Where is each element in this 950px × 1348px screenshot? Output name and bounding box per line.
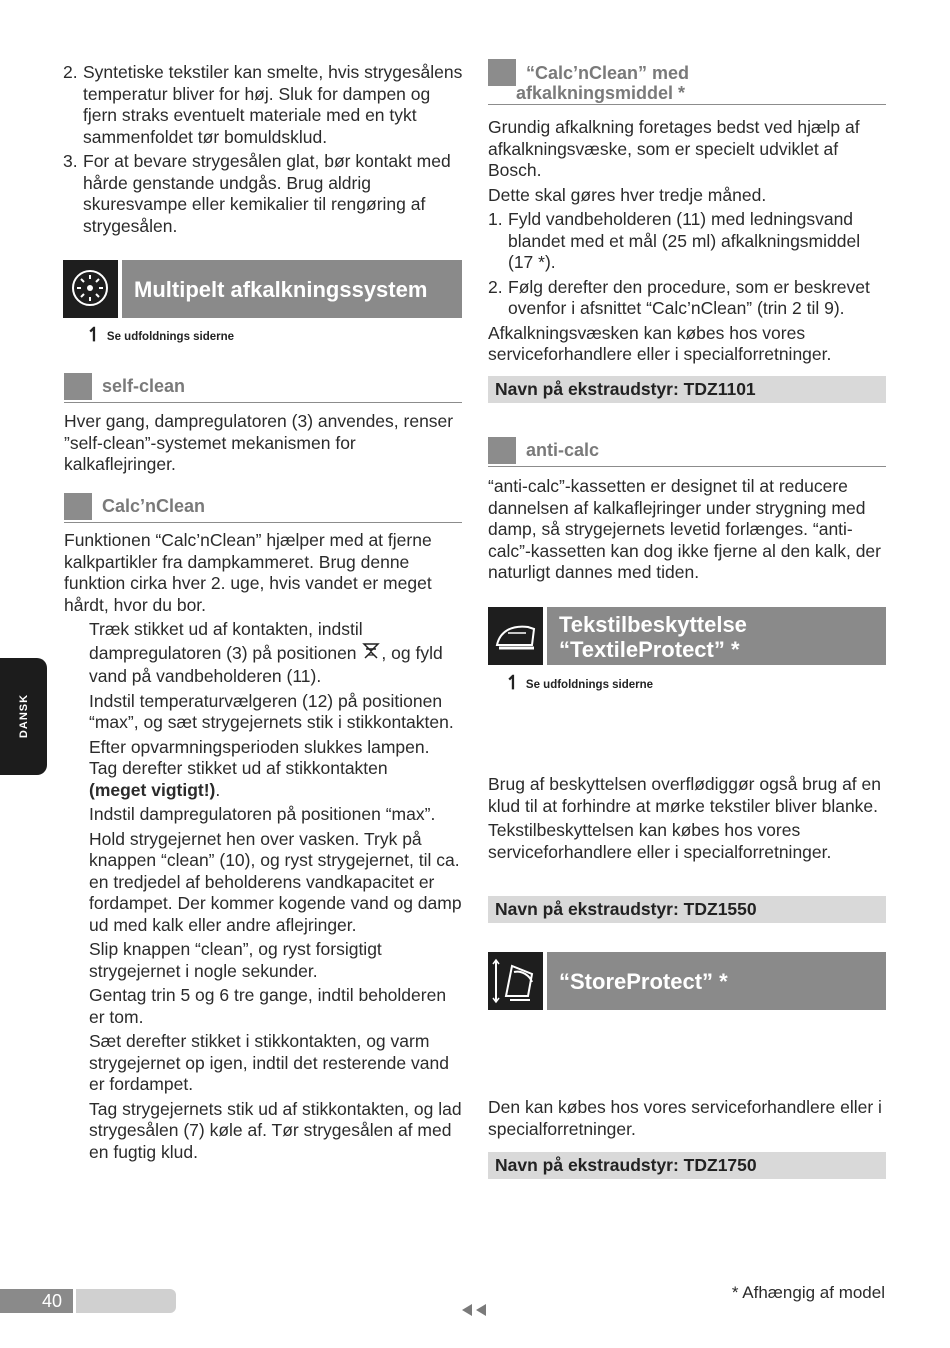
anti-calc-text: “anti-calc”-kassetten er designet til at reducere dannelsen af kalkaflejringer under strygning med damp, så strygejernets levetid forlænges. “anti-calc”-kassetten kan dog ikke fjerne al den kalk, der naturligt dannes med tiden.: [488, 476, 881, 582]
banner-storeprotect: [488, 952, 886, 1010]
banner-title: “StoreProtect” *: [559, 969, 728, 994]
step-item: Hold strygejernet hen over vasken. Tryk på knappen “clean” (10), og ryst strygejernet, til ca. en tredjedel af beholderens vandkapacitet er fordampet. Der kommer kogende vand og damp ud med kalk eller andre aflejringer.: [89, 828, 462, 935]
language-tab: DANSK: [0, 658, 47, 775]
iron-soleplate-icon: [488, 607, 543, 665]
footnote: * Afhængig af model: [731, 1283, 885, 1302]
section-heading-self-clean: self-clean: [64, 373, 462, 403]
fold-arrow-icon: ↿: [505, 673, 521, 694]
fold-arrow-icon: ↿: [86, 325, 102, 346]
intro-list: [63, 62, 463, 240]
list-item: 1. Fyld vandbeholderen (11) med ledningsvand blandet med et mål (25 ml) afkalkningsmiddel (17 *).: [488, 209, 861, 272]
accessory-tdz1101: Navn på ekstraudstyr: TDZ1101: [488, 376, 886, 403]
fold-note: ↿ Se udfoldnings siderne: [505, 673, 654, 694]
textile-body: Brug af beskyttelsen overflødiggør også brug af en klud til at forhindre at mørke tekstiler bliver blanke. Tekstilbeskyttelsen kan købes hos vores serviceforhandlere eller i specialforretninger.: [488, 774, 881, 862]
list-item: 2. Følg derefter den procedure, som er beskrevet ovenfor i afsnittet “Calc’nClean” (trin 2 til 9).: [488, 276, 870, 318]
store-text: Den kan købes hos vores serviceforhandlere eller i specialforretninger.: [488, 1097, 882, 1139]
calcnclean-body: Funktionen “Calc’nClean” hjælper med at fjerne kalkpartikler fra dampkammeret. Brug denne funktion cirka hver 2. uge, hvis vandet er meget hårdt, hvor du bor. Træk stikket ud af kontakten, indstil dampregulatoren (3) på positionen , og fyld vand på vandbeholderen (11). Indstil temperaturvælgeren (12) på positionen “max”, og sæt strygejernets stik i stikkontakten. Efter opvarmningsperioden slukkes lampen. Tag derefter stikket ud af stikkontakten (meget vigtigt!). Indstil dampregulatoren på positionen “max”. Hold strygejernet hen over vasken. Tryk på knappen “clean” (10), og ryst strygejernet, til ca. en tredjedel af beholderens vandkapacitet er fordampet. Der kommer kogende vand og damp ud med kalk eller andre aflejringer. Slip knappen “clean”, og ryst forsigtigt strygejernet i nogle sekunder. Gentag trin 5 og 6 tre gange, indtil beholderen er tom. Sæt derefter stikket i stikkontakten, og varm strygejernet op igen, indtil det resterende vand er fordampet. Tag strygejernets stik ud af stikkontakten, og lad strygesålen (7) køle af. Tør strygesålen af med en fugtig klud.: [64, 530, 462, 1162]
step-item: Indstil temperaturvælgeren (12) på positionen “max”, og sæt strygejernets stik i stikkontakten.: [89, 690, 454, 732]
step-item: Sæt derefter stikket i stikkontakten, og varm strygejernet op igen, indtil det resterende vand er fordampet.: [89, 1031, 449, 1094]
dial-icon: [63, 260, 118, 318]
step-item: Indstil dampregulatoren på positionen “max”.: [89, 804, 436, 824]
banner-textileprotect: [488, 607, 886, 665]
page-number-bar: [0, 1289, 176, 1313]
banner-title: Multipelt afkalkningssystem: [134, 277, 428, 302]
page-number: 40: [42, 1291, 63, 1311]
iron-storage-icon: [488, 952, 543, 1010]
section-heading-calcnclean: Calc’nClean: [64, 493, 462, 523]
double-back-arrow-icon[interactable]: [460, 1303, 488, 1322]
self-clean-text: Hver gang, dampregulatoren (3) anvendes, renser ”self-clean”-systemet mekanismen for kalkaflejringer.: [64, 411, 454, 474]
list-item: 3. For at bevare strygesålen glat, bør kontakt med hårde genstande undgås. Brug aldrig skuresvampe eller kemikalier til rengøring af strygesålen.: [63, 151, 451, 236]
step-item: Tag strygejernets stik ud af stikkontakten, og lad strygesålen (7) køle af. Tør strygesålen af med en fugtig klud.: [89, 1098, 462, 1162]
step-item: Slip knappen “clean”, og ryst forsigtigt strygejernet i nogle sekunder.: [89, 939, 382, 981]
section-heading-calc-agent: “Calc’nClean” med afkalkningsmiddel *: [488, 59, 886, 105]
accessory-tdz1550: Navn på ekstraudstyr: TDZ1550: [488, 896, 886, 923]
step-item: Træk stikket ud af kontakten, indstil dampregulatoren (3) på positionen , og fyld vand på vandbeholderen (11).: [89, 619, 443, 686]
calc-agent-body: Grundig afkalkning foretages bedst ved hjælp af afkalkningsvæske, som er specielt udviklet af Bosch. Dette skal gøres hver tredje måned. 1. Fyld vandbeholderen (11) med ledningsvand blandet med et mål (25 ml) afkalkningsmiddel (17 *). 2. Følg derefter den procedure, som er beskrevet ovenfor i afsnittet “Calc’nClean” (trin 2 til 9). Afkalkningsvæsken kan købes hos vores serviceforhandlere eller i specialforretninger.: [488, 117, 886, 369]
step-item: Efter opvarmningsperioden slukkes lampen. Tag derefter stikket ud af stikkontakten (meget vigtigt!).: [89, 736, 430, 800]
step-item: Gentag trin 5 og 6 tre gange, indtil beholderen er tom.: [89, 985, 447, 1027]
section-heading-anti-calc: anti-calc: [488, 437, 886, 467]
banner-title: Tekstilbeskyttelse “TextileProtect” *: [559, 612, 747, 662]
calc-clean-steam-icon: [361, 641, 381, 667]
banner-multipelt-afkalkning: [63, 260, 462, 318]
accessory-tdz1750: Navn på ekstraudstyr: TDZ1750: [488, 1152, 886, 1179]
fold-note: ↿ Se udfoldnings siderne: [86, 325, 235, 346]
list-item: 2. Syntetiske tekstiler kan smelte, hvis strygesålens temperatur bliver for høj. Sluk for dampen og fjern straks eventuelt materiale med en tykt sammenfoldet tør bomuldsklud.: [63, 62, 463, 147]
